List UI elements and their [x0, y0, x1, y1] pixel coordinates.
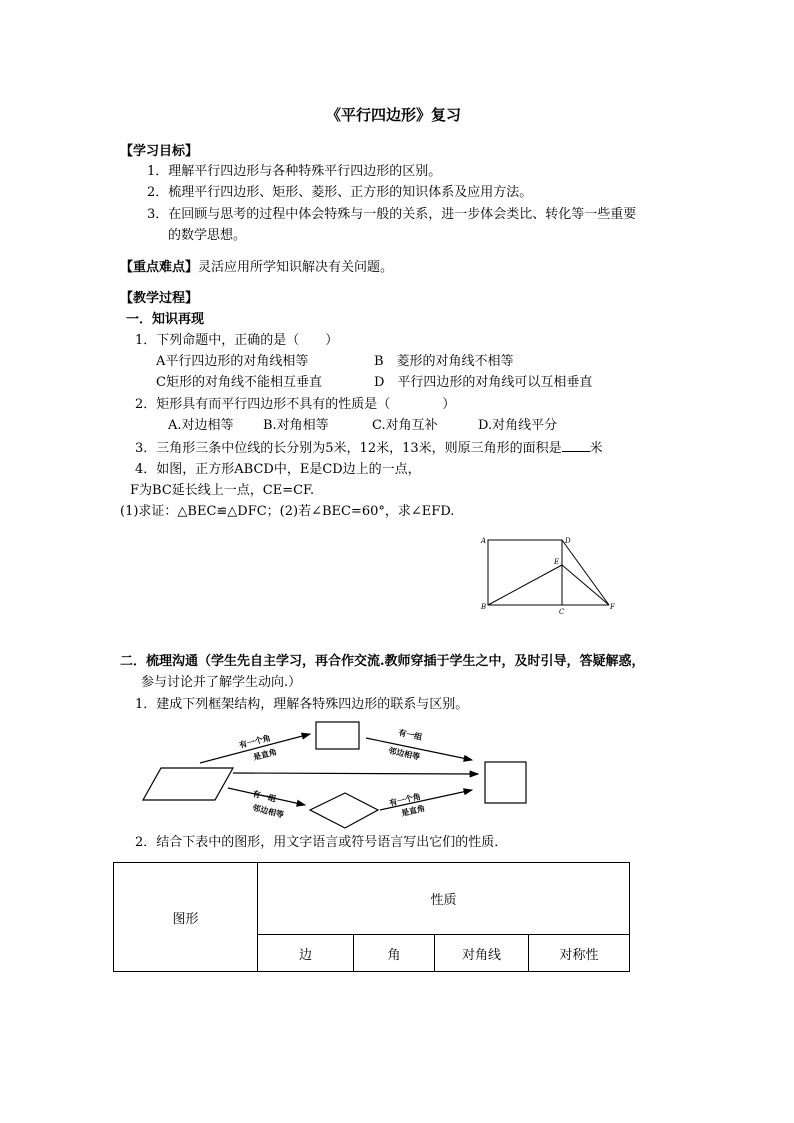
label-f: F	[610, 603, 615, 611]
label-e: E	[554, 558, 560, 566]
question-1-option-b: B 菱形的对角线不相等	[374, 354, 514, 369]
question-2-stem: 2．矩形具有而平行四边形不具有的性质是（ ）	[135, 397, 456, 412]
label-b: B	[481, 603, 487, 611]
sides-header: 边	[258, 935, 354, 972]
objective-item: 2．梳理平行四边形、矩形、菱形、正方形的知识体系及应用方法。	[147, 185, 533, 200]
question-1-stem: 1．下列命题中，正确的是（ ）	[135, 333, 339, 348]
question-1-option-a: A平行四边形的对角线相等	[156, 354, 309, 369]
question-4-line-2: F为BC延长线上一点，CE=CF.	[130, 483, 315, 498]
label-adjacent-sides-equal: 邻边相等	[387, 745, 421, 762]
label-adjacent-sides-equal: 邻边相等	[251, 802, 285, 820]
label-a: A	[481, 537, 487, 545]
square-shape	[485, 762, 526, 803]
label-d: D	[565, 537, 571, 545]
parallelogram-shape	[143, 768, 233, 800]
section-1-heading: 一．知识再现	[126, 312, 205, 327]
angles-header: 角	[354, 935, 435, 972]
label-one-pair: 有一组	[397, 727, 424, 742]
question-2-option-c: C.对角互补	[372, 418, 438, 433]
segment-ef	[562, 565, 609, 605]
label-one-right-angle: 有一个角	[388, 791, 422, 808]
label-one-right-angle: 有一个角	[238, 732, 272, 750]
key-points-heading: 【重点难点】	[120, 260, 199, 275]
rectangle-shape	[316, 722, 359, 749]
segment-be	[488, 565, 562, 605]
task-1: 1．建成下列框架结构，理解各特殊四边形的联系与区别。	[135, 697, 469, 712]
question-2-option-a: A.对边相等	[168, 418, 234, 433]
properties-table	[113, 862, 630, 972]
segment-df	[562, 540, 609, 605]
question-3-unit: 米	[589, 441, 603, 456]
quadrilateral-framework-diagram	[140, 718, 540, 833]
objective-item: 1．理解平行四边形与各种特殊平行四边形的区别。	[147, 164, 442, 179]
question-3	[135, 439, 603, 458]
objective-item: 3．在回顾与思考的过程中体会特殊与一般的关系，进一步体会类比、转化等一些重要	[147, 207, 637, 222]
question-1-option-d: D 平行四边形的对角线可以互相垂直	[374, 375, 593, 390]
objective-item: 的数学思想。	[168, 228, 247, 243]
square-figure	[478, 532, 620, 616]
process-heading: 【教学过程】	[120, 291, 199, 306]
symmetry-header: 对称性	[529, 935, 630, 972]
section-2-heading: 二．梳理沟通（学生先自主学习，再合作交流.教师穿插于学生之中，及时引导，答疑解惑，	[120, 654, 645, 669]
page-title: 《平行四边形》复习	[326, 106, 462, 124]
key-points	[120, 259, 393, 277]
figure-column-header: 图形	[114, 863, 258, 972]
section-2-line-2: 参与讨论并了解学生动向.）	[141, 675, 302, 690]
label-is-right-angle: 是直角	[400, 802, 426, 818]
question-2-option-d: D.对角线平分	[478, 418, 558, 433]
label-one-pair: 有一组	[251, 788, 278, 804]
question-4-line-3: (1)求证：△BEC≌△DFC；(2)若∠BEC=60°，求∠EFD.	[120, 504, 455, 519]
task-2: 2．结合下表中的图形，用文字语言或符号语言写出它们的性质．	[135, 835, 508, 850]
objectives-heading: 【学习目标】	[120, 144, 199, 159]
question-4-line-1: 4．如图，正方形ABCD中，E是CD边上的一点，	[135, 462, 421, 477]
question-2-option-b: B.对角相等	[263, 418, 329, 433]
rhombus-shape	[310, 793, 378, 828]
question-1-option-c: C矩形的对角线不能相互垂直	[156, 375, 322, 390]
key-points-text: 灵活应用所学知识解决有关问题。	[198, 260, 394, 275]
section-2-line-1	[120, 653, 645, 671]
square-abcd	[488, 540, 562, 605]
property-column-header: 性质	[258, 863, 630, 935]
answer-blank	[562, 439, 590, 452]
label-c: C	[559, 608, 565, 616]
question-3-text: 3．三角形三条中位线的长分别为5米，12米，13米，则原三角形的面积是	[135, 441, 562, 456]
arrow-to-square-direct	[233, 773, 478, 774]
label-is-right-angle: 是直角	[252, 746, 278, 762]
diagonals-header: 对角线	[435, 935, 529, 972]
